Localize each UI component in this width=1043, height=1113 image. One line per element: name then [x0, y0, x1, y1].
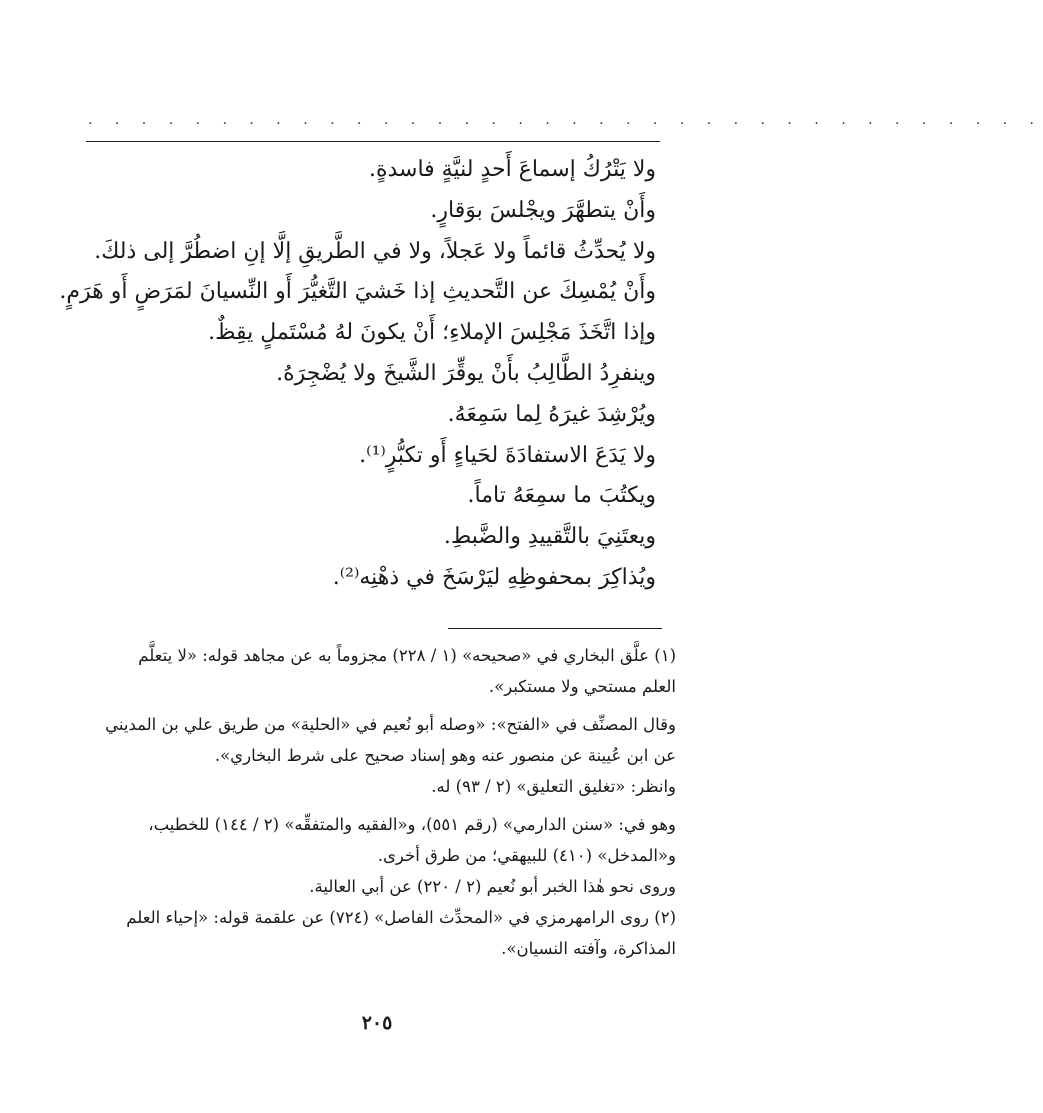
text-line: ولا يُحدِّثُ قائماً ولا عَجلاً، ولا في الطَّريقِ إلَّا إنِ اضطُرَّ إلى ذلكَ.: [94, 238, 656, 264]
page-number: ٢٠٥: [361, 1012, 393, 1034]
text-line: ويُرْشِدَ غيرَهُ لِما سَمِعَهُ.: [447, 401, 656, 427]
footnote-line: وانظر: «تغليق التعليق» (٢ / ٩٣) له.: [431, 777, 676, 796]
footnote-line: (١) علَّق البخاري في «صحيحه» (١ / ٢٢٨) مجزوماً به عن مجاهد قوله: «لا يتعلَّم: [138, 646, 676, 665]
footnote-line: (٢) روى الرامهرمزي في «المحدِّث الفاصل» (٧٢٤) عن علقمة قوله: «إحياء العلم: [126, 908, 676, 927]
header-rule: [86, 141, 660, 142]
footnote-line: وقال المصنِّف في «الفتح»: «وصله أبو نُعيم في «الحلية» من طريق علي بن المديني: [105, 715, 676, 734]
footnote-line: العلم مستحي ولا مستكبر».: [488, 677, 676, 696]
text-line: ويكتُبَ ما سمِعَهُ تاماً.: [467, 483, 656, 509]
footnote-line: وهو في: «سنن الدارمي» (رقم ٥٥١)، و«الفقيه والمتفقِّه» (٢ / ١٤٤) للخطيب،: [148, 815, 676, 834]
text-line: وينفرِدُ الطَّالِبُ بأَنْ يوقِّرَ الشَّيخَ ولا يُضْجِرَهُ.: [276, 360, 656, 386]
footnote-line: عن ابن عُيينة عن منصور عنه وهو إسناد صحيح على شرط البخاري».: [214, 746, 676, 765]
footnote-line: و«المدخل» (٤١٠) للبيهقي؛ من طرق أخرى.: [377, 846, 676, 865]
footnote-line: وروى نحو هٰذا الخبر أبو نُعيم (٢ / ٢٢٠) عن أبي العالية.: [309, 877, 676, 896]
text-line: وإذا اتَّخَذَ مَجْلِسَ الإملاءِ؛ أَنْ يكونَ لهُ مُسْتَملٍ يقِظٌ.: [208, 320, 656, 346]
text-line: وأَنْ يُمْسِكَ عن التَّحديثِ إذا خَشيَ التَّغيُّرَ أَو النِّسيانَ لمَرَضٍ أَو هَرَمٍ.: [59, 279, 656, 305]
footnotes: [88, 640, 676, 964]
text-line: ولا يَدَعَ الاستفادَةَ لحَياءٍ أَو تكبُّرٍ⁽¹⁾.: [359, 442, 656, 468]
text-line: ولا يَتْرُكُ إسماعَ أَحدٍ لنيَّةٍ فاسدةٍ.: [368, 157, 656, 182]
main-text: [59, 150, 656, 599]
footnote-rule: [448, 628, 662, 629]
header-dots: . . . . . . . . . . . . . . . . . . . . . . . . . . . . . . . . . . . .: [88, 112, 1043, 128]
text-line: ويعتَنِيَ بالتَّقييدِ والضَّبطِ.: [443, 524, 656, 550]
footnote-line: المذاكرة، وآفته النسيان».: [501, 939, 676, 958]
text-line: وأَنْ يتطهَّرَ ويجْلسَ بوَقارٍ.: [430, 197, 656, 223]
text-line: ويُذاكِرَ بمحفوظِهِ ليَرْسَخَ في ذهْنِه⁽²⁾.: [332, 564, 656, 590]
